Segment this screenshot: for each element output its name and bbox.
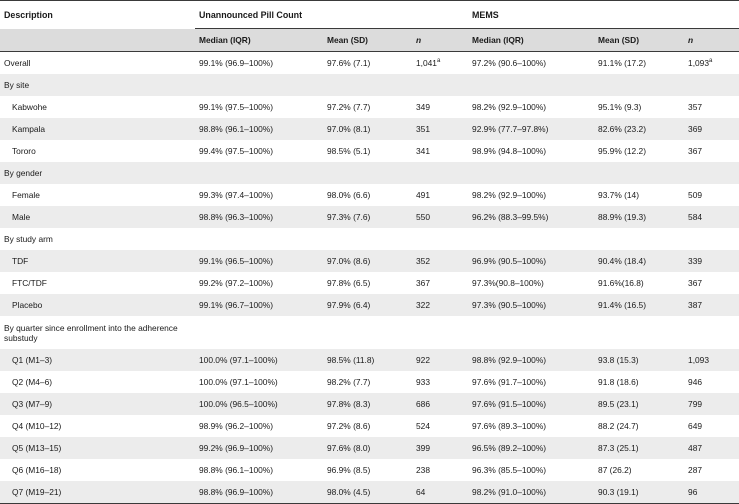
pill-median-cell bbox=[195, 184, 323, 206]
pill-median-cell bbox=[195, 272, 323, 294]
pill-n-cell bbox=[412, 52, 468, 75]
row-label: Overall bbox=[0, 52, 195, 75]
pill-median-cell bbox=[195, 250, 323, 272]
cell-value: 97.8% (6.5) bbox=[327, 278, 371, 288]
mems-n-cell bbox=[684, 272, 739, 294]
empty-cell bbox=[468, 316, 594, 349]
cell-value: 97.6% (91.5–100%) bbox=[472, 399, 547, 409]
cell-value: 93.8 (15.3) bbox=[598, 355, 639, 365]
cell-value: 351 bbox=[416, 124, 430, 134]
cell-value: 367 bbox=[688, 278, 703, 288]
pill-mean-cell bbox=[323, 140, 412, 162]
cell-value: 98.8% (92.9–100%) bbox=[472, 355, 547, 365]
cell-value: 88.9% (19.3) bbox=[598, 212, 646, 222]
cell-value: 238 bbox=[416, 465, 430, 475]
cell-value: 87 (26.2) bbox=[598, 465, 632, 475]
description-header: Description bbox=[0, 1, 195, 29]
empty-cell bbox=[684, 74, 739, 96]
row-label: Q1 (M1–3) bbox=[0, 349, 195, 371]
row-label: TDF bbox=[0, 250, 195, 272]
pill-median-cell bbox=[195, 52, 323, 75]
col-header-n-pill: n bbox=[412, 29, 468, 52]
empty-cell bbox=[594, 316, 684, 349]
mems-n-cell bbox=[684, 52, 739, 75]
table-row bbox=[0, 118, 739, 140]
cell-value: 387 bbox=[688, 300, 703, 310]
mems-mean-cell bbox=[594, 184, 684, 206]
cell-value: 287 bbox=[688, 465, 703, 475]
pill-n-cell bbox=[412, 272, 468, 294]
mems-group-header: MEMS bbox=[468, 1, 739, 29]
mems-median-cell bbox=[468, 250, 594, 272]
mems-n-cell bbox=[684, 437, 739, 459]
pill-median-cell bbox=[195, 140, 323, 162]
mems-mean-cell bbox=[594, 272, 684, 294]
col-header-mean-pill: Mean (SD) bbox=[323, 29, 412, 52]
empty-cell bbox=[195, 74, 323, 96]
table-row bbox=[0, 140, 739, 162]
section-row bbox=[0, 74, 739, 96]
mems-n-cell bbox=[684, 294, 739, 316]
cell-value: 686 bbox=[416, 399, 430, 409]
cell-value: 367 bbox=[688, 146, 703, 156]
cell-value: 97.8% (8.3) bbox=[327, 399, 371, 409]
table-row bbox=[0, 371, 739, 393]
cell-value: 98.8% (96.1–100%) bbox=[199, 465, 274, 475]
pill-median-cell bbox=[195, 294, 323, 316]
cell-value: 97.9% (6.4) bbox=[327, 300, 371, 310]
table-row bbox=[0, 393, 739, 415]
cell-value: 1,093 bbox=[688, 355, 709, 365]
pill-mean-cell bbox=[323, 349, 412, 371]
pill-n-cell bbox=[412, 393, 468, 415]
empty-cell bbox=[684, 316, 739, 349]
pill-n-cell bbox=[412, 437, 468, 459]
mems-median-cell bbox=[468, 52, 594, 75]
mems-mean-cell bbox=[594, 140, 684, 162]
section-label: By gender bbox=[0, 162, 195, 184]
mems-median-cell bbox=[468, 349, 594, 371]
cell-value: 550 bbox=[416, 212, 430, 222]
mems-median-cell bbox=[468, 294, 594, 316]
cell-value: 98.2% (7.7) bbox=[327, 377, 371, 387]
cell-value: 339 bbox=[688, 256, 703, 266]
cell-value: 98.2% (91.0–100%) bbox=[472, 487, 547, 497]
pill-mean-cell bbox=[323, 118, 412, 140]
cell-value: 367 bbox=[416, 278, 430, 288]
empty-cell bbox=[594, 162, 684, 184]
cell-value: 97.0% (8.6) bbox=[327, 256, 371, 266]
cell-value: 97.6% (8.0) bbox=[327, 443, 371, 453]
cell-value: 97.6% (91.7–100%) bbox=[472, 377, 547, 387]
cell-value: 95.1% (9.3) bbox=[598, 102, 642, 112]
pill-mean-cell bbox=[323, 481, 412, 504]
cell-value: 95.9% (12.2) bbox=[598, 146, 646, 156]
table-row bbox=[0, 96, 739, 118]
mems-mean-cell bbox=[594, 393, 684, 415]
cell-value: 90.4% (18.4) bbox=[598, 256, 646, 266]
pill-median-cell bbox=[195, 118, 323, 140]
empty-cell bbox=[468, 162, 594, 184]
cell-value: 96.5% (89.2–100%) bbox=[472, 443, 547, 453]
cell-value: 96.2% (88.3–99.5%) bbox=[472, 212, 549, 222]
row-label: Kampala bbox=[0, 118, 195, 140]
pill-median-cell bbox=[195, 393, 323, 415]
empty-cell bbox=[195, 228, 323, 250]
row-label: Q3 (M7–9) bbox=[0, 393, 195, 415]
pill-n-cell bbox=[412, 415, 468, 437]
section-label: By site bbox=[0, 74, 195, 96]
cell-value: 99.1% (97.5–100%) bbox=[199, 102, 274, 112]
row-label: Q2 (M4–6) bbox=[12, 377, 53, 387]
pill-median-cell bbox=[195, 481, 323, 504]
cell-value: 99.3% (97.4–100%) bbox=[199, 190, 274, 200]
cell-value: 99.2% (96.9–100%) bbox=[199, 443, 274, 453]
cell-value: 98.2% (92.9–100%) bbox=[472, 190, 547, 200]
cell-value: 99.2% (97.2–100%) bbox=[199, 278, 274, 288]
cell-value: 90.3 (19.1) bbox=[598, 487, 639, 497]
cell-value: 89.5 (23.1) bbox=[598, 399, 639, 409]
pill-mean-cell bbox=[323, 272, 412, 294]
section-row bbox=[0, 316, 739, 349]
header-row-groups bbox=[0, 1, 739, 29]
pill-n-cell bbox=[412, 459, 468, 481]
pill-n-cell bbox=[412, 349, 468, 371]
cell-value: 91.4% (16.5) bbox=[598, 300, 646, 310]
mems-median-cell bbox=[468, 118, 594, 140]
cell-value: 369 bbox=[688, 124, 703, 134]
cell-value: 97.3% (90.5–100%) bbox=[472, 300, 547, 310]
mems-n-cell bbox=[684, 371, 739, 393]
pill-mean-cell bbox=[323, 415, 412, 437]
pill-mean-cell bbox=[323, 52, 412, 75]
col-header-n-mems: n bbox=[684, 29, 739, 52]
cell-value: 91.6%(16.8) bbox=[598, 278, 644, 288]
mems-mean-cell bbox=[594, 437, 684, 459]
table-row bbox=[0, 250, 739, 272]
blank-header-cell bbox=[0, 29, 195, 52]
cell-value: 649 bbox=[688, 421, 703, 431]
pill-n-cell bbox=[412, 184, 468, 206]
pill-count-group-header: Unannounced Pill Count bbox=[195, 1, 468, 29]
empty-cell bbox=[412, 228, 468, 250]
cell-value: 88.2 (24.7) bbox=[598, 421, 639, 431]
empty-cell bbox=[195, 162, 323, 184]
cell-value: 97.3%(90.8–100%) bbox=[472, 278, 544, 288]
pill-median-cell bbox=[195, 206, 323, 228]
cell-value: 584 bbox=[688, 212, 703, 222]
cell-value: 97.6% (89.3–100%) bbox=[472, 421, 547, 431]
empty-cell bbox=[684, 162, 739, 184]
cell-value: 491 bbox=[416, 190, 430, 200]
empty-cell bbox=[412, 316, 468, 349]
cell-value: 97.2% (8.6) bbox=[327, 421, 371, 431]
mems-median-cell bbox=[468, 481, 594, 504]
empty-cell bbox=[323, 74, 412, 96]
cell-value: 799 bbox=[688, 399, 703, 409]
empty-cell bbox=[323, 228, 412, 250]
empty-cell bbox=[594, 228, 684, 250]
mems-n-cell bbox=[684, 481, 739, 504]
mems-mean-cell bbox=[594, 52, 684, 75]
mems-n-cell bbox=[684, 415, 739, 437]
mems-mean-cell bbox=[594, 96, 684, 118]
mems-median-cell bbox=[468, 140, 594, 162]
row-label: Kabwohe bbox=[12, 102, 47, 112]
cell-value: 933 bbox=[416, 377, 430, 387]
row-label: Placebo bbox=[0, 294, 195, 316]
empty-cell bbox=[412, 74, 468, 96]
cell-value: 64 bbox=[416, 487, 426, 497]
cell-value: 1,093 bbox=[688, 58, 709, 68]
mems-n-cell bbox=[684, 459, 739, 481]
pill-mean-cell bbox=[323, 437, 412, 459]
mems-median-cell bbox=[468, 96, 594, 118]
row-label: Q6 (M16–18) bbox=[12, 465, 62, 475]
cell-value: 357 bbox=[688, 102, 703, 112]
mems-median-cell bbox=[468, 184, 594, 206]
mems-n-cell bbox=[684, 250, 739, 272]
mems-median-cell bbox=[468, 272, 594, 294]
cell-value: 91.1% (17.2) bbox=[598, 58, 646, 68]
cell-value: 98.8% (96.3–100%) bbox=[199, 212, 274, 222]
empty-cell bbox=[594, 74, 684, 96]
cell-value: 946 bbox=[688, 377, 703, 387]
table-row bbox=[0, 52, 739, 75]
row-label: Tororo bbox=[12, 146, 36, 156]
mems-mean-cell bbox=[594, 415, 684, 437]
mems-mean-cell bbox=[594, 118, 684, 140]
pill-mean-cell bbox=[323, 206, 412, 228]
cell-value: 96.9% (8.5) bbox=[327, 465, 371, 475]
pill-mean-cell bbox=[323, 459, 412, 481]
section-row bbox=[0, 228, 739, 250]
pill-median-cell bbox=[195, 96, 323, 118]
pill-median-cell bbox=[195, 437, 323, 459]
pill-mean-cell bbox=[323, 294, 412, 316]
cell-value: 341 bbox=[416, 146, 430, 156]
footnote-marker: a bbox=[709, 58, 713, 64]
mems-mean-cell bbox=[594, 294, 684, 316]
cell-value: 96 bbox=[688, 487, 698, 497]
pill-mean-cell bbox=[323, 393, 412, 415]
pill-n-cell bbox=[412, 250, 468, 272]
row-label: Female bbox=[12, 190, 40, 200]
pill-n-cell bbox=[412, 481, 468, 504]
cell-value: 99.1% (96.9–100%) bbox=[199, 58, 274, 68]
pill-n-cell bbox=[412, 206, 468, 228]
table-row bbox=[0, 437, 739, 459]
col-header-median-pill: Median (IQR) bbox=[195, 29, 323, 52]
row-label: Q4 (M10–12) bbox=[12, 421, 62, 431]
cell-value: 82.6% (23.2) bbox=[598, 124, 646, 134]
cell-value: 922 bbox=[416, 355, 430, 365]
mems-median-cell bbox=[468, 371, 594, 393]
section-row bbox=[0, 162, 739, 184]
empty-cell bbox=[195, 316, 323, 349]
pill-mean-cell bbox=[323, 96, 412, 118]
pill-n-cell bbox=[412, 96, 468, 118]
cell-value: 1,041 bbox=[416, 58, 437, 68]
cell-value: 97.2% (7.7) bbox=[327, 102, 371, 112]
cell-value: 322 bbox=[416, 300, 430, 310]
cell-value: 100.0% (97.1–100%) bbox=[199, 355, 278, 365]
header-row-columns bbox=[0, 29, 739, 52]
cell-value: 96.3% (85.5–100%) bbox=[472, 465, 547, 475]
mems-n-cell bbox=[684, 206, 739, 228]
col-header-median-mems: Median (IQR) bbox=[468, 29, 594, 52]
cell-value: 509 bbox=[688, 190, 703, 200]
empty-cell bbox=[468, 74, 594, 96]
pill-n-cell bbox=[412, 118, 468, 140]
row-label: Q5 (M13–15) bbox=[0, 437, 195, 459]
mems-n-cell bbox=[684, 184, 739, 206]
table-row bbox=[0, 349, 739, 371]
table-row bbox=[0, 415, 739, 437]
footnote-marker: a bbox=[436, 58, 441, 64]
cell-value: 399 bbox=[416, 443, 430, 453]
pill-n-cell bbox=[412, 140, 468, 162]
cell-value: 91.8 (18.6) bbox=[598, 377, 639, 387]
table-row bbox=[0, 481, 739, 504]
cell-value: 487 bbox=[688, 443, 703, 453]
mems-n-cell bbox=[684, 118, 739, 140]
cell-value: 98.9% (96.2–100%) bbox=[199, 421, 274, 431]
section-label: By quarter since enrollment into the adherence substudy bbox=[4, 322, 178, 343]
cell-value: 96.9% (90.5–100%) bbox=[472, 256, 547, 266]
cell-value: 98.0% (6.6) bbox=[327, 190, 371, 200]
mems-n-cell bbox=[684, 393, 739, 415]
cell-value: 87.3 (25.1) bbox=[598, 443, 639, 453]
cell-value: 97.3% (7.6) bbox=[327, 212, 371, 222]
cell-value: 99.1% (96.7–100%) bbox=[199, 300, 274, 310]
mems-median-cell bbox=[468, 393, 594, 415]
mems-n-cell bbox=[684, 140, 739, 162]
cell-value: 92.9% (77.7–97.8%) bbox=[472, 124, 549, 134]
cell-value: 98.8% (96.9–100%) bbox=[199, 487, 274, 497]
cell-value: 98.5% (11.8) bbox=[327, 355, 375, 365]
pill-median-cell bbox=[195, 371, 323, 393]
empty-cell bbox=[412, 162, 468, 184]
mems-mean-cell bbox=[594, 459, 684, 481]
table-row bbox=[0, 272, 739, 294]
mems-mean-cell bbox=[594, 371, 684, 393]
empty-cell bbox=[323, 162, 412, 184]
mems-n-cell bbox=[684, 349, 739, 371]
cell-value: 352 bbox=[416, 256, 430, 266]
pill-median-cell bbox=[195, 459, 323, 481]
table-row bbox=[0, 206, 739, 228]
cell-value: 99.1% (96.5–100%) bbox=[199, 256, 274, 266]
row-label: Q7 (M19–21) bbox=[0, 481, 195, 504]
col-header-mean-mems: Mean (SD) bbox=[594, 29, 684, 52]
empty-cell bbox=[468, 228, 594, 250]
pill-median-cell bbox=[195, 349, 323, 371]
cell-value: 98.2% (92.9–100%) bbox=[472, 102, 547, 112]
cell-value: 100.0% (97.1–100%) bbox=[199, 377, 278, 387]
cell-value: 97.6% (7.1) bbox=[327, 58, 371, 68]
mems-median-cell bbox=[468, 206, 594, 228]
pill-mean-cell bbox=[323, 371, 412, 393]
table-row bbox=[0, 184, 739, 206]
mems-mean-cell bbox=[594, 481, 684, 504]
row-label: Male bbox=[0, 206, 195, 228]
mems-mean-cell bbox=[594, 250, 684, 272]
pill-mean-cell bbox=[323, 250, 412, 272]
mems-n-cell bbox=[684, 96, 739, 118]
pill-n-cell bbox=[412, 371, 468, 393]
pill-median-cell bbox=[195, 415, 323, 437]
pill-n-cell bbox=[412, 294, 468, 316]
mems-median-cell bbox=[468, 459, 594, 481]
cell-value: 98.5% (5.1) bbox=[327, 146, 371, 156]
cell-value: 93.7% (14) bbox=[598, 190, 639, 200]
section-label: By study arm bbox=[4, 234, 53, 244]
cell-value: 100.0% (96.5–100%) bbox=[199, 399, 278, 409]
table-row bbox=[0, 459, 739, 481]
mems-median-cell bbox=[468, 415, 594, 437]
table-row bbox=[0, 294, 739, 316]
cell-value: 98.9% (94.8–100%) bbox=[472, 146, 547, 156]
mems-mean-cell bbox=[594, 349, 684, 371]
cell-value: 349 bbox=[416, 102, 430, 112]
mems-mean-cell bbox=[594, 206, 684, 228]
pill-mean-cell bbox=[323, 184, 412, 206]
empty-cell bbox=[323, 316, 412, 349]
mems-median-cell bbox=[468, 437, 594, 459]
row-label: FTC/TDF bbox=[12, 278, 47, 288]
cell-value: 99.4% (97.5–100%) bbox=[199, 146, 274, 156]
cell-value: 97.0% (8.1) bbox=[327, 124, 371, 134]
cell-value: 97.2% (90.6–100%) bbox=[472, 58, 547, 68]
cell-value: 98.8% (96.1–100%) bbox=[199, 124, 274, 134]
cell-value: 524 bbox=[416, 421, 430, 431]
cell-value: 98.0% (4.5) bbox=[327, 487, 371, 497]
empty-cell bbox=[684, 228, 739, 250]
